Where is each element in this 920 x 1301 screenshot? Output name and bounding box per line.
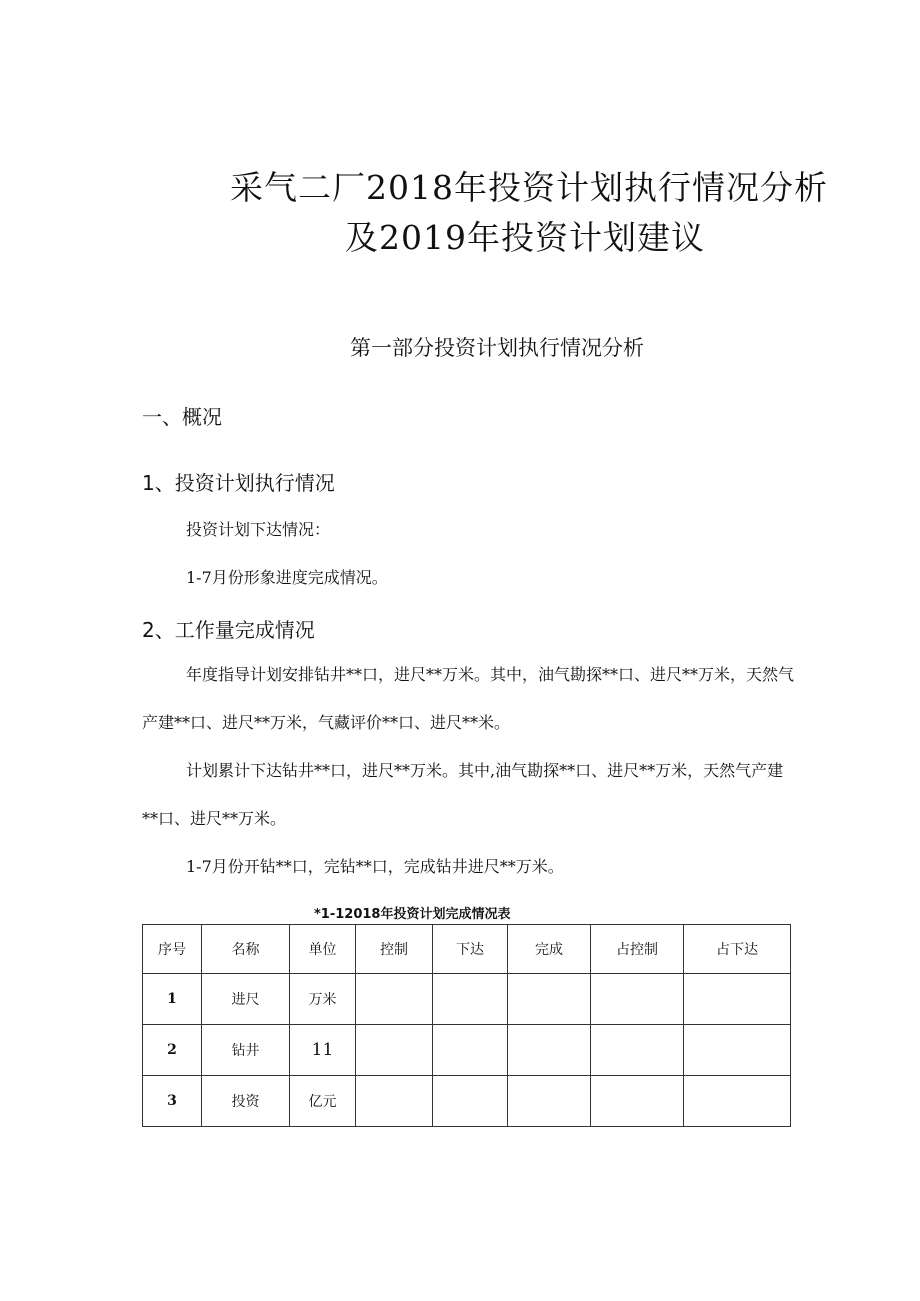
paragraph-progress: 1-7月份形象进度完成情况。 <box>186 568 388 587</box>
table-cell: 1 <box>143 974 202 1025</box>
paragraph-cumulative-plan-line-2: **口、进尺**万米。 <box>142 809 287 828</box>
document-title-line-1: 采气二厂2018年投资计划执行情况分析 <box>230 168 828 207</box>
table-cell <box>591 1025 684 1076</box>
table-header-cell: 序号 <box>143 925 202 974</box>
paragraph-plan-issued: 投资计划下达情况： <box>186 520 331 539</box>
table-cell <box>508 1076 591 1127</box>
table-cell: 2 <box>143 1025 202 1076</box>
table-cell: 钻井 <box>202 1025 290 1076</box>
table-header-cell: 单位 <box>290 925 356 974</box>
document-title-line-2: 及2019年投资计划建议 <box>345 218 705 257</box>
subsection-heading-workload: 2、工作量完成情况 <box>142 618 315 642</box>
table-cell <box>591 974 684 1025</box>
table-cell <box>684 1025 791 1076</box>
table-cell <box>356 974 433 1025</box>
table-cell: 投资 <box>202 1076 290 1127</box>
table-cell <box>591 1076 684 1127</box>
table-cell: 进尺 <box>202 974 290 1025</box>
paragraph-annual-plan-line-1: 年度指导计划安排钻井**口，进尺**万米。其中，油气勘探**口、进尺**万米，天然气 <box>186 665 795 684</box>
table-header-cell: 控制 <box>356 925 433 974</box>
table-cell: 亿元 <box>290 1076 356 1127</box>
table-cell <box>356 1076 433 1127</box>
table-header-cell: 名称 <box>202 925 290 974</box>
table-cell <box>508 1025 591 1076</box>
table-row <box>143 1076 791 1127</box>
investment-completion-table <box>142 924 791 1127</box>
table-cell <box>508 974 591 1025</box>
table-cell <box>684 974 791 1025</box>
table-row <box>143 974 791 1025</box>
paragraph-cumulative-plan-line-1: 计划累计下达钻井**口，进尺**万米。其中,油气勘探**口、进尺**万米，天然气产建 <box>186 761 784 780</box>
table-cell <box>684 1076 791 1127</box>
table-header-row <box>143 925 791 974</box>
table-header-cell: 完成 <box>508 925 591 974</box>
table-cell: 万米 <box>290 974 356 1025</box>
table-cell: 3 <box>143 1076 202 1127</box>
table-cell <box>433 1025 508 1076</box>
table-cell: 11 <box>290 1025 356 1076</box>
table-cell <box>433 1076 508 1127</box>
table-cell <box>356 1025 433 1076</box>
table-caption: *1-12018年投资计划完成情况表 <box>314 907 511 922</box>
table-header-cell: 占控制 <box>591 925 684 974</box>
section-heading-overview: 一、概况 <box>142 405 222 429</box>
part-heading: 第一部分投资计划执行情况分析 <box>350 336 644 360</box>
subsection-heading-investment-execution: 1、投资计划执行情况 <box>142 471 335 495</box>
paragraph-annual-plan-line-2: 产建**口、进尺**万米，气藏评价**口、进尺**米。 <box>142 713 511 732</box>
table-header-cell: 占下达 <box>684 925 791 974</box>
table-header-cell: 下达 <box>433 925 508 974</box>
table-cell <box>433 974 508 1025</box>
paragraph-drilling-progress: 1-7月份开钻**口，完钻**口，完成钻井进尺**万米。 <box>186 857 564 876</box>
table-row <box>143 1025 791 1076</box>
